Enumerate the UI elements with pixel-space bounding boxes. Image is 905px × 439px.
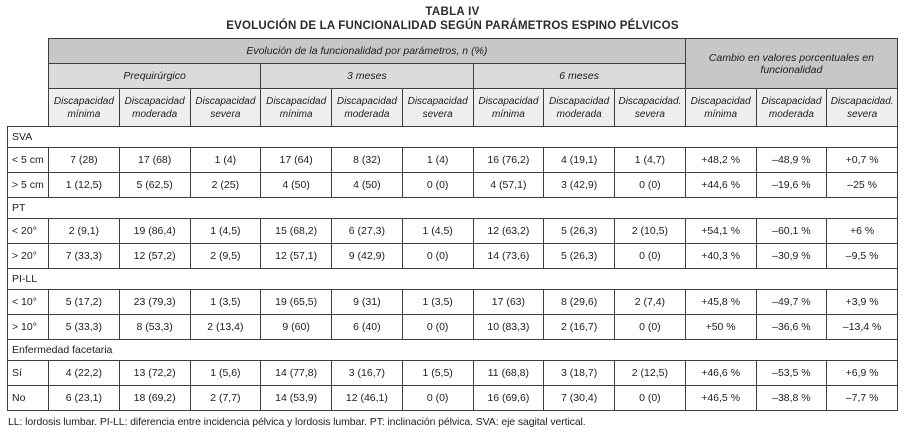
row-label: > 20° [8,244,49,269]
data-cell: 1 (12,5) [49,173,120,198]
section-row [8,269,898,290]
data-cell: 5 (17,2) [49,290,120,315]
data-cell: 11 (68,8) [473,361,544,386]
data-cell: –38,8 % [756,386,827,411]
data-cell: 9 (60) [261,315,332,340]
data-cell: 8 (53,3) [119,315,190,340]
header-row-columns [8,89,898,127]
data-cell: 9 (31) [332,290,403,315]
data-cell: +46,5 % [685,386,756,411]
data-cell: –48,9 % [756,148,827,173]
data-cell: 0 (0) [402,244,473,269]
data-cell: +44,6 % [685,173,756,198]
data-cell: 0 (0) [615,244,686,269]
data-cell: 5 (26,3) [544,244,615,269]
period-header-3-months: 3 meses [261,64,473,89]
section-label: Enfermedad facetaria [8,340,898,361]
table-title: EVOLUCIÓN DE LA FUNCIONALIDAD SEGÚN PARÁMETROS ESPINO PÉLVICOS [226,20,679,33]
data-cell: –19,6 % [756,173,827,198]
data-cell: 14 (77,8) [261,361,332,386]
data-cell: 2 (7,7) [190,386,261,411]
data-cell: 23 (79,3) [119,290,190,315]
data-cell: 1 (4) [402,148,473,173]
data-cell: 1 (3,5) [190,290,261,315]
period-header-presurgical: Prequirúrgico [49,64,261,89]
data-cell: 12 (57,2) [119,244,190,269]
data-cell: 0 (0) [402,173,473,198]
data-cell: +45,8 % [685,290,756,315]
data-cell: 2 (9,5) [190,244,261,269]
data-cell: 0 (0) [615,173,686,198]
data-cell: +48,2 % [685,148,756,173]
data-cell: –7,7 % [827,386,898,411]
table-body [8,127,898,411]
row-label: > 10° [8,315,49,340]
data-cell: +0,7 % [827,148,898,173]
data-cell: 2 (16,7) [544,315,615,340]
column-header: Discapacidad mínima [473,89,544,127]
column-header: Discapacidad moderada [544,89,615,127]
data-cell: 8 (32) [332,148,403,173]
data-cell: 8 (29,6) [544,290,615,315]
section-label: PT [8,198,898,219]
main-group-header: Evolución de la funcionalidad por parámetros, n (%) [49,39,686,64]
row-label: Sí [8,361,49,386]
column-header: Discapacidad severa [402,89,473,127]
table-row [8,244,898,269]
data-cell: 9 (42,9) [332,244,403,269]
data-cell: 0 (0) [402,386,473,411]
data-cell: 1 (5,6) [190,361,261,386]
data-cell: 5 (62,5) [119,173,190,198]
column-header: Discapacidad mínima [685,89,756,127]
title-block [7,5,898,33]
data-cell: –53,5 % [756,361,827,386]
data-cell: 19 (65,5) [261,290,332,315]
data-cell: 4 (19,1) [544,148,615,173]
data-cell: –30,9 % [756,244,827,269]
section-row [8,198,898,219]
table-row [8,148,898,173]
table-row [8,315,898,340]
data-cell: 2 (9,1) [49,219,120,244]
data-cell: 17 (64) [261,148,332,173]
row-label: < 10° [8,290,49,315]
data-cell: 7 (28) [49,148,120,173]
data-cell: –25 % [827,173,898,198]
column-header: Discapacidad. severa [615,89,686,127]
data-cell: 0 (0) [615,386,686,411]
data-cell: 0 (0) [402,315,473,340]
data-cell: +40,3 % [685,244,756,269]
data-cell: +50 % [685,315,756,340]
column-header: Discapacidad moderada [756,89,827,127]
data-cell: 1 (3,5) [402,290,473,315]
section-label: PI-LL [8,269,898,290]
table-footnote: LL: lordosis lumbar. PI-LL: diferencia entre incidencia pélvica y lordosis lumbar. PT: inclinación pélvica. SVA: eje sagital vertical. [8,416,586,429]
data-cell: –9,5 % [827,244,898,269]
section-label: SVA [8,127,898,148]
data-cell: 3 (16,7) [332,361,403,386]
data-cell: 6 (40) [332,315,403,340]
table-row [8,219,898,244]
data-cell: 14 (73,6) [473,244,544,269]
data-cell: –13,4 % [827,315,898,340]
data-cell: 1 (4,5) [402,219,473,244]
data-cell: +54,1 % [685,219,756,244]
data-cell: 18 (69,2) [119,386,190,411]
data-cell: 4 (22,2) [49,361,120,386]
row-label: < 20° [8,219,49,244]
row-label: < 5 cm [8,148,49,173]
data-cell: +6,9 % [827,361,898,386]
section-row [8,127,898,148]
data-cell: +6 % [827,219,898,244]
corner-cell [8,39,49,127]
data-cell: 13 (72,2) [119,361,190,386]
column-header: Discapacidad severa [190,89,261,127]
spino-pelvic-table [7,38,898,411]
data-cell: 19 (86,4) [119,219,190,244]
data-cell: 4 (50) [332,173,403,198]
data-cell: 3 (42,9) [544,173,615,198]
row-label: No [8,386,49,411]
data-cell: 1 (4,5) [190,219,261,244]
table-header [8,39,898,127]
data-cell: 17 (63) [473,290,544,315]
data-cell: 5 (26,3) [544,219,615,244]
data-cell: –49,7 % [756,290,827,315]
data-cell: 10 (83,3) [473,315,544,340]
data-cell: 12 (46,1) [332,386,403,411]
column-header: Discapacidad moderada [332,89,403,127]
data-cell: 15 (68,2) [261,219,332,244]
data-cell: 7 (30,4) [544,386,615,411]
data-cell: 2 (12,5) [615,361,686,386]
data-cell: 12 (63,2) [473,219,544,244]
data-cell: –36,6 % [756,315,827,340]
period-header-6-months: 6 meses [473,64,685,89]
data-cell: 6 (23,1) [49,386,120,411]
data-cell: 3 (18,7) [544,361,615,386]
data-cell: 1 (4,7) [615,148,686,173]
data-cell: 12 (57,1) [261,244,332,269]
data-cell: 1 (4) [190,148,261,173]
data-cell: 2 (7,4) [615,290,686,315]
data-cell: 16 (69,6) [473,386,544,411]
table-row [8,173,898,198]
section-row [8,340,898,361]
column-header: Discapacidad mínima [261,89,332,127]
table-number: TABLA IV [425,6,480,18]
column-header: Discapacidad. severa [827,89,898,127]
data-cell: 4 (50) [261,173,332,198]
data-cell: 14 (53,9) [261,386,332,411]
data-cell: 2 (10,5) [615,219,686,244]
data-cell: 0 (0) [615,315,686,340]
row-label: > 5 cm [8,173,49,198]
table-row [8,361,898,386]
data-cell: 17 (68) [119,148,190,173]
data-cell: 5 (33,3) [49,315,120,340]
data-cell: +46,6 % [685,361,756,386]
column-header: Discapacidad moderada [119,89,190,127]
data-cell: 4 (57,1) [473,173,544,198]
data-cell: 2 (25) [190,173,261,198]
data-cell: 2 (13,4) [190,315,261,340]
data-cell: 16 (76,2) [473,148,544,173]
data-cell: 7 (33,3) [49,244,120,269]
column-header: Discapacidad mínima [49,89,120,127]
data-cell: 1 (5,5) [402,361,473,386]
change-group-header: Cambio en valores porcentuales en funcionalidad [685,39,897,89]
data-cell: 6 (27,3) [332,219,403,244]
table-row [8,290,898,315]
table-row [8,386,898,411]
header-row-groups [8,39,898,64]
data-cell: –60,1 % [756,219,827,244]
data-cell: +3,9 % [827,290,898,315]
